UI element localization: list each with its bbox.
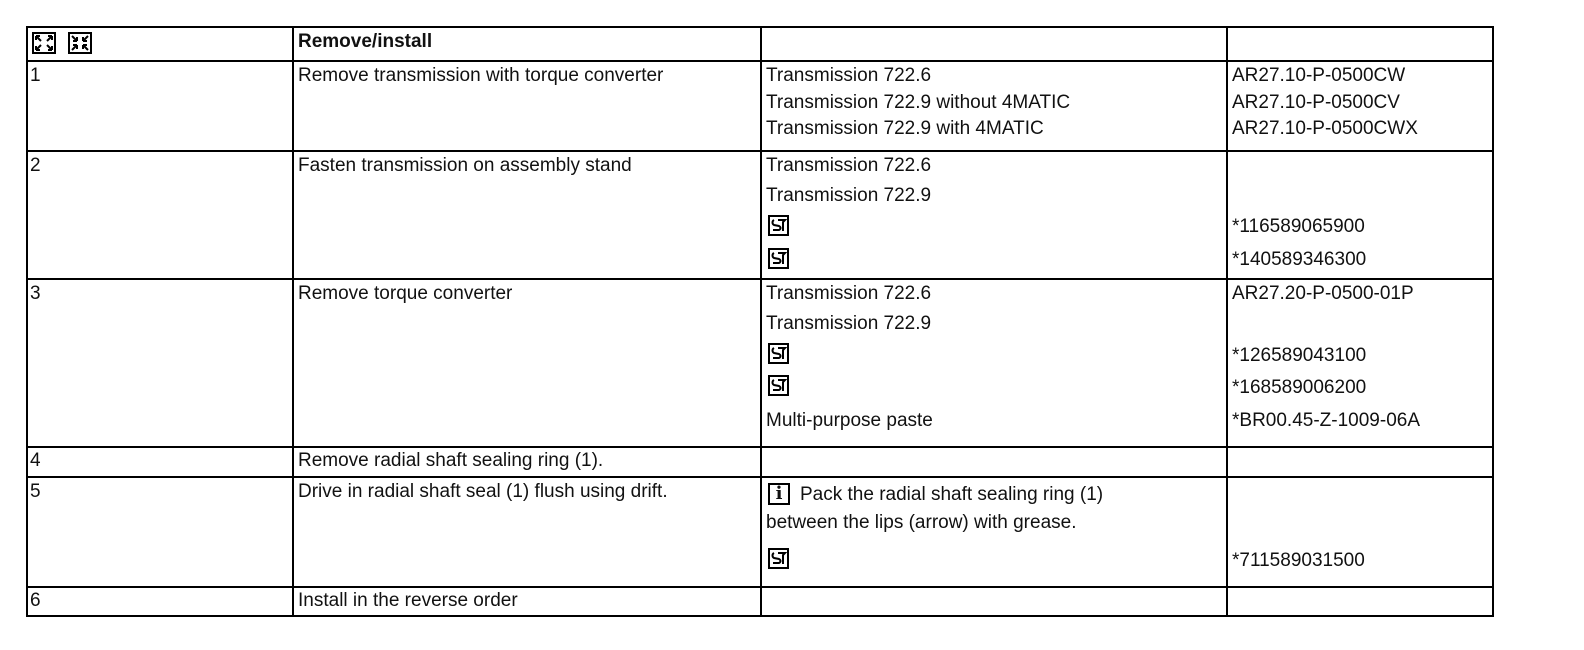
special-tool-icon[interactable]	[768, 215, 789, 236]
refs-cell	[1228, 478, 1492, 586]
detail-text: Transmission 722.9	[766, 185, 932, 206]
step-number: 1	[30, 65, 41, 86]
operation-text: Install in the reverse order	[298, 590, 518, 611]
details-cell	[762, 448, 1228, 476]
detail-text: Transmission 722.6	[766, 283, 932, 304]
table-row	[28, 478, 1492, 588]
procedure-table	[26, 26, 1494, 617]
reference-link[interactable]: AR27.10-P-0500CV	[1232, 92, 1400, 113]
special-tool-icon[interactable]	[768, 343, 789, 364]
operation-cell	[294, 448, 762, 476]
step-number: 5	[30, 481, 41, 502]
table-row	[28, 588, 1492, 617]
operation-cell	[294, 588, 762, 617]
refs-cell	[1228, 152, 1492, 278]
reference-link[interactable]: AR27.10-P-0500CW	[1232, 65, 1406, 86]
refs-cell	[1228, 448, 1492, 476]
tool-number[interactable]: *116589065900	[1232, 216, 1365, 237]
table-row	[28, 62, 1492, 152]
details-cell	[762, 588, 1228, 617]
table-row	[28, 280, 1492, 448]
step-number-cell	[28, 280, 294, 446]
collapse-icon[interactable]	[68, 32, 92, 54]
material-number[interactable]: *BR00.45-Z-1009-06A	[1232, 410, 1420, 431]
tool-number[interactable]: *140589346300	[1232, 249, 1367, 270]
step-number-cell	[28, 478, 294, 586]
details-cell	[762, 152, 1228, 278]
tool-number[interactable]: *168589006200	[1232, 377, 1367, 398]
note-text: between the lips (arrow) with grease.	[766, 512, 1077, 533]
details-cell	[762, 62, 1228, 150]
step-number-cell	[28, 62, 294, 150]
operation-cell	[294, 280, 762, 446]
info-icon[interactable]: i	[768, 483, 790, 505]
header-title: Remove/install	[298, 31, 433, 52]
operation-text: Remove transmission with torque converter	[298, 65, 664, 86]
detail-text: Transmission 722.6	[766, 65, 932, 86]
operation-cell	[294, 62, 762, 150]
reference-link[interactable]: AR27.20-P-0500-01P	[1232, 283, 1414, 304]
detail-text: Transmission 722.9 with 4MATIC	[766, 118, 1044, 139]
detail-text: Transmission 722.6	[766, 155, 932, 176]
detail-text: Transmission 722.9 without 4MATIC	[766, 92, 1071, 113]
tool-number[interactable]: *126589043100	[1232, 345, 1367, 366]
reference-link[interactable]: AR27.10-P-0500CWX	[1232, 118, 1418, 139]
operation-cell	[294, 152, 762, 278]
tool-number[interactable]: *711589031500	[1232, 550, 1365, 571]
step-number-cell	[28, 152, 294, 278]
header-details-cell	[762, 28, 1228, 60]
refs-cell	[1228, 588, 1492, 617]
step-number: 2	[30, 155, 41, 176]
step-number: 3	[30, 283, 41, 304]
special-tool-icon[interactable]	[768, 548, 789, 569]
table-header-row	[28, 28, 1492, 62]
operation-text: Drive in radial shaft seal (1) flush using drift.	[298, 481, 668, 502]
expand-icon[interactable]	[32, 32, 56, 54]
detail-text: Transmission 722.9	[766, 313, 932, 334]
details-cell	[762, 280, 1228, 446]
special-tool-icon[interactable]	[768, 375, 789, 396]
detail-text: Multi-purpose paste	[766, 410, 933, 431]
step-number-cell	[28, 448, 294, 476]
header-title-cell	[294, 28, 762, 60]
operation-cell	[294, 478, 762, 586]
note-text: Pack the radial shaft sealing ring (1)	[800, 484, 1104, 505]
table-row	[28, 152, 1492, 280]
header-refs-cell	[1228, 28, 1492, 60]
step-number-cell	[28, 588, 294, 617]
table-row	[28, 448, 1492, 478]
special-tool-icon[interactable]	[768, 248, 789, 269]
operation-text: Fasten transmission on assembly stand	[298, 155, 632, 176]
header-icons-cell	[28, 28, 294, 60]
details-cell	[762, 478, 1228, 586]
refs-cell	[1228, 62, 1492, 150]
refs-cell	[1228, 280, 1492, 446]
step-number: 4	[30, 450, 41, 471]
operation-text: Remove radial shaft sealing ring (1).	[298, 450, 604, 471]
operation-text: Remove torque converter	[298, 283, 513, 304]
step-number: 6	[30, 590, 41, 611]
